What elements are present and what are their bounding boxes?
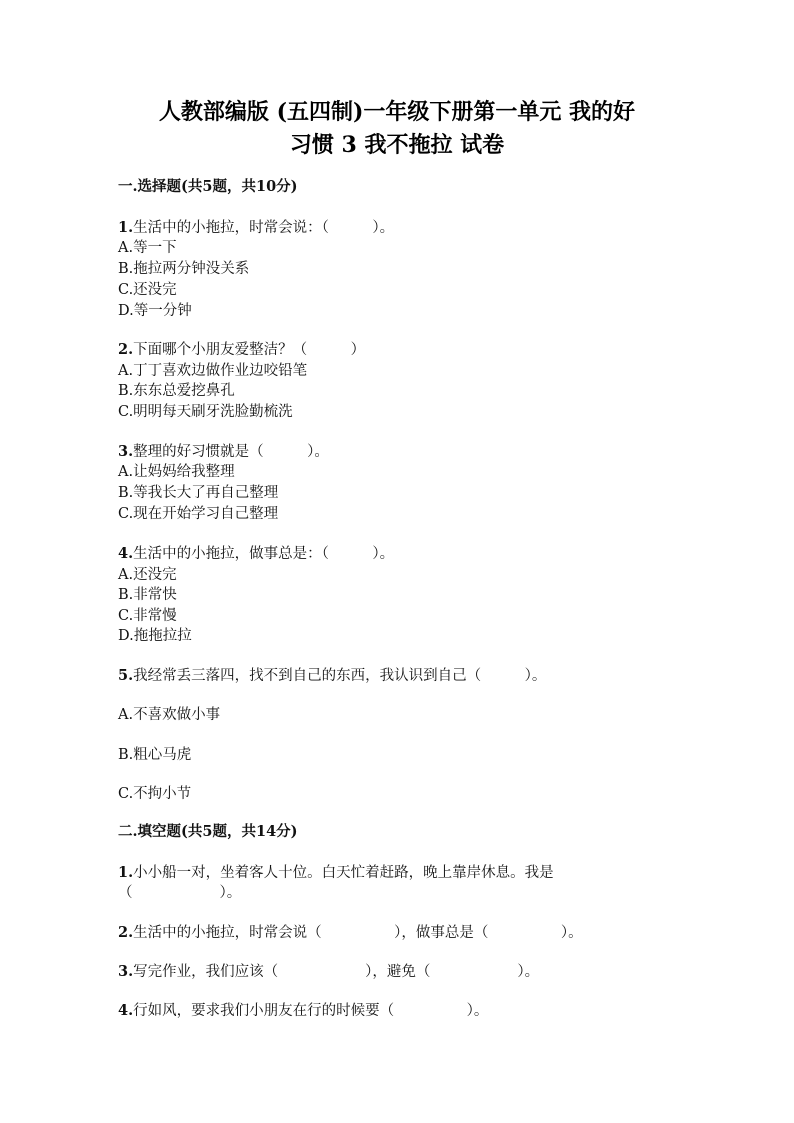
choice-option: C.还没完	[118, 282, 177, 298]
choice-question-3	[118, 442, 329, 462]
question-number: 3.	[118, 963, 134, 980]
exam-title-line-1: 人教部编版 (五四制)一年级下册第一单元 我的好	[158, 99, 636, 125]
question-text: 生活中的小拖拉，时常会说（ ），做事总是（ ）。	[133, 925, 583, 941]
choice-option: A.丁丁喜欢边做作业边咬铅笔	[118, 363, 308, 379]
question-number: 3.	[118, 443, 134, 460]
choice-option: B.东东总爱挖鼻孔	[118, 383, 235, 399]
choice-option: C.不拘小节	[118, 786, 192, 802]
question-number: 1.	[118, 219, 134, 236]
question-text: 行如风，要求我们小朋友在行的时候要（ ）。	[133, 1003, 489, 1019]
choice-option: D.拖拖拉拉	[118, 628, 192, 644]
choice-question-2	[118, 340, 365, 360]
fill-question-3	[118, 962, 539, 982]
choice-option: A.还没完	[118, 567, 177, 583]
choice-option: B.粗心马虎	[118, 747, 192, 763]
choice-option: A.等一下	[118, 240, 177, 256]
question-text: 整理的好习惯就是（ ）。	[133, 444, 329, 460]
fill-question-2	[118, 923, 583, 943]
choice-option: D.等一分钟	[118, 303, 192, 319]
choice-option: C.现在开始学习自己整理	[118, 506, 279, 522]
choice-question-1	[118, 218, 394, 238]
choice-option: B.非常快	[118, 587, 177, 603]
question-text: 下面哪个小朋友爱整洁？（ ）	[133, 342, 366, 358]
choice-question-4	[118, 544, 394, 564]
question-text: 生活中的小拖拉，时常会说：（ ）。	[133, 220, 395, 236]
question-text: 写完作业，我们应该（ ），避免（ ）。	[133, 964, 540, 980]
choice-option: C.明明每天刷牙洗脸勤梳洗	[118, 404, 293, 420]
fill-question-1-continued: （ ）。	[118, 885, 242, 901]
question-number: 5.	[118, 667, 134, 684]
choice-option: A.不喜欢做小事	[118, 707, 221, 723]
question-text: 我经常丢三落四，找不到自己的东西，我认识到自己（ ）。	[133, 668, 547, 684]
section-heading-fill-in: 二.填空题(共5题，共14分)	[118, 823, 298, 840]
question-number: 4.	[118, 1002, 134, 1019]
choice-option: B.拖拉两分钟没关系	[118, 261, 250, 277]
question-text: 生活中的小拖拉，做事总是：（ ）。	[133, 546, 395, 562]
fill-question-4	[118, 1001, 488, 1021]
choice-option: C.非常慢	[118, 608, 177, 624]
question-number: 4.	[118, 545, 134, 562]
question-text: 小小船一对，坐着客人十位。白天忙着赶路，晚上靠岸休息。我是	[133, 865, 554, 881]
question-number: 2.	[118, 341, 134, 358]
choice-option: B.等我长大了再自己整理	[118, 485, 279, 501]
question-number: 2.	[118, 924, 134, 941]
fill-question-1	[118, 863, 554, 883]
exam-title-line-2: 习惯 3 我不拖拉 试卷	[289, 132, 505, 158]
choice-option: A.让妈妈给我整理	[118, 464, 235, 480]
section-heading-choice: 一.选择题(共5题，共10分)	[118, 178, 298, 195]
question-number: 1.	[118, 864, 134, 881]
choice-question-5	[118, 666, 546, 686]
